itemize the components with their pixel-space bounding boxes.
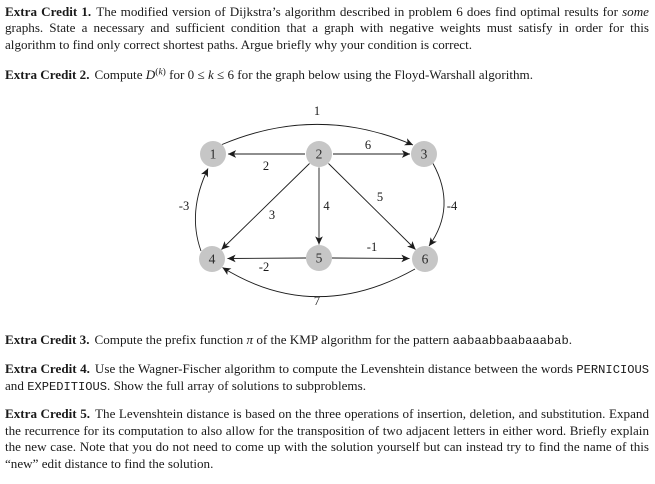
- text-run: k: [158, 67, 163, 78]
- paragraph-extra-credit-4: [5, 361, 649, 396]
- graph-edge-4-1: [195, 169, 208, 252]
- problem-label-1: Extra Credit 1.: [5, 4, 92, 19]
- edge-weight-label-1-3: 1: [313, 104, 321, 119]
- graph-figure: [150, 98, 510, 326]
- text-run: ≤ 6 for the graph below using the Floyd-Warshall algorithm.: [213, 66, 533, 82]
- problem-label-3: Extra Credit 3.: [5, 332, 90, 348]
- graph-node-label-4: 4: [208, 251, 216, 267]
- text-run: PERNICIOUS: [576, 362, 649, 377]
- text-run: D: [145, 66, 156, 82]
- text-run: Compute: [94, 66, 146, 82]
- text-run: ): [162, 67, 166, 78]
- text-run: aabaabbaabaaabab: [452, 334, 569, 349]
- edge-weight-label-2-1: 2: [262, 159, 270, 174]
- text-run: (: [155, 67, 159, 78]
- text-run: π: [246, 332, 254, 348]
- problem-body-3: [95, 332, 572, 347]
- problem-label-4: Extra Credit 4.: [5, 360, 90, 376]
- text-run: The modified version of Dijkstra’s algorithm described in problem 6 does find optimal results for: [96, 4, 623, 19]
- problem-body-1: [5, 4, 649, 52]
- text-run: for 0 ≤: [165, 66, 208, 82]
- graph-node-label-1: 1: [209, 146, 217, 162]
- text-run: . Show the full array of solutions to subproblems.: [107, 377, 366, 393]
- problem-label-5: Extra Credit 5.: [5, 406, 91, 422]
- text-run: EXPEDITIOUS: [27, 379, 108, 394]
- edge-weight-label-2-3: 6: [364, 138, 372, 153]
- problem-body-2: [95, 67, 533, 82]
- graph-edge-2-4: [222, 164, 310, 250]
- problem-body-5: [5, 406, 649, 470]
- edge-weight-label-5-4: -2: [258, 260, 270, 275]
- paragraph-extra-credit-3: [5, 332, 649, 349]
- graph-edge-6-4: [223, 268, 416, 297]
- paragraph-extra-credit-5: [5, 406, 649, 472]
- graph-edge-3-6: [429, 164, 444, 247]
- graph-edge-5-4: [228, 258, 307, 259]
- paragraph-extra-credit-1: [5, 4, 649, 53]
- graph-node-label-6: 6: [421, 251, 429, 267]
- text-run: The Levenshtein distance is based on the three operations of insertion, deletion, and substitution. Expand the recurrence for its computation to also allow for the transposition of two adjacent letters in either word. Briefly explain the new case. Note that you do not need to come up with the solution yourself but can instead try to find the name of this “new” edit distance to find the solution.: [5, 406, 649, 471]
- edge-weight-label-2-5: 4: [323, 199, 330, 214]
- graph-node-label-2: 2: [315, 146, 323, 162]
- problem-body-4: [5, 361, 649, 393]
- text-run: k: [207, 66, 214, 82]
- text-run: of the KMP algorithm for the pattern: [253, 332, 453, 348]
- paragraph-extra-credit-2: [5, 64, 649, 83]
- edge-weight-label-3-6: -4: [446, 199, 458, 214]
- graph-node-label-3: 3: [420, 146, 428, 162]
- text-run: and: [5, 377, 28, 393]
- text-run: Use the Wagner-Fischer algorithm to compute the Levenshtein distance between the words: [94, 360, 577, 376]
- text-run: some: [622, 4, 649, 19]
- text-run: .: [568, 332, 572, 348]
- edge-weight-label-2-4: 3: [268, 208, 276, 223]
- graph-edge-5-6: [332, 258, 410, 259]
- edge-weight-label-5-6: -1: [366, 240, 378, 255]
- problem-label-2: Extra Credit 2.: [5, 66, 90, 82]
- graph-node-label-5: 5: [315, 250, 323, 266]
- edge-weight-label-2-6: 5: [376, 190, 384, 205]
- text-run: Compute the prefix function: [94, 332, 247, 348]
- text-run: graphs. State a necessary and sufficient condition that a graph with negative weights must satisfy in order for this algorithm to find only correct shortest paths. Argue briefly why your condition is correct.: [5, 20, 649, 52]
- edge-weight-label-4-1: -3: [178, 199, 190, 214]
- graph-edge-2-6: [329, 164, 416, 250]
- edge-weight-label-6-4: 7: [313, 294, 321, 309]
